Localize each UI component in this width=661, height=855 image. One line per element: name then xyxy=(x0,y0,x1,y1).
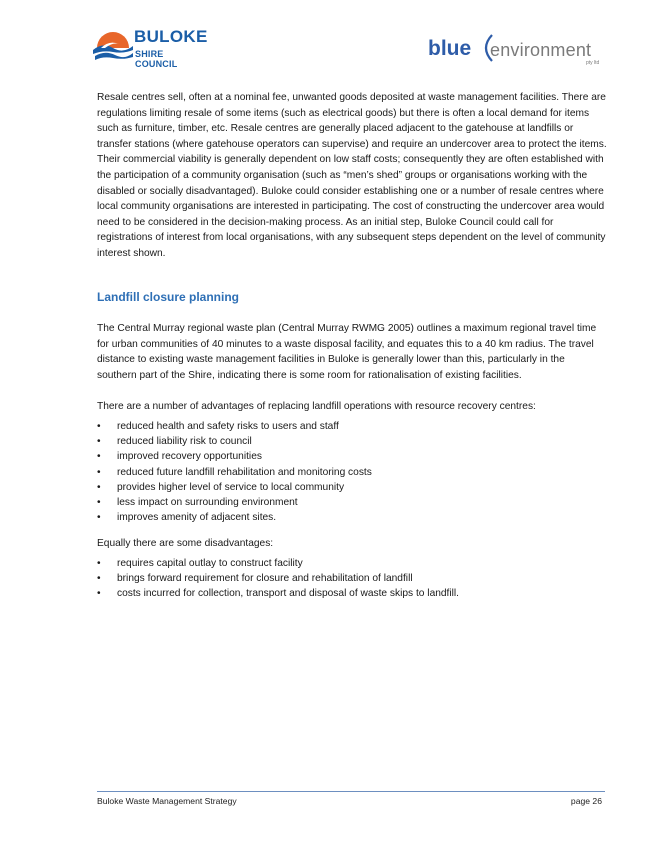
disadvantages-intro: Equally there are some disadvantages: xyxy=(97,538,274,550)
intro-section xyxy=(97,90,607,262)
list-item: • brings forward requirement for closure and rehabilitation of landfill xyxy=(97,571,607,586)
intro-paragraph: Resale centres sell, often at a nominal fee, unwanted goods deposited at waste management facilities. There are regulations limiting resale of some items (such as electrical goods) but there is often a local demand for items such as furniture, timber, etc. Resale centres are generally placed adjacent to the gatehouse at landfills or transfer stations (where gatehouse operators can supervise) and require an undercover area to protect the items. Their commercial viability is generally dependent on low staff costs; consequently they are often established with the participation of a community organisation (such as “men’s shed” groups or organisations working with the disabled or socially disadvantaged). Buloke could consider establishing one or a number of resale centres where local community organisations are interested in participating. The cost of constructing the undercover area would need to be considered in the decision-making process. As an initial step, Buloke Council could call for registrations of interest from local organisations, with any subsequent steps dependent on the level of community interest shown. xyxy=(97,92,607,259)
bullet-icon: • xyxy=(97,420,101,432)
buloke-logo-line2: SHIRE COUNCIL xyxy=(135,49,178,69)
list-item: • provides higher level of service to local community xyxy=(97,480,607,495)
buloke-sun-wave-icon xyxy=(93,26,133,60)
list-item: • less impact on surrounding environment xyxy=(97,495,607,510)
disadvantages-list xyxy=(97,556,607,602)
buloke-logo-line1: BULOKE xyxy=(134,27,208,46)
advantages-intro: There are a number of advantages of replacing landfill operations with resource recovery centres: xyxy=(97,401,536,413)
footer-document-title: Buloke Waste Management Strategy xyxy=(97,796,237,806)
blue-logo-word: blue xyxy=(428,37,472,60)
blue-environment-logo xyxy=(428,37,608,71)
list-item: • reduced future landfill rehabilitation and monitoring costs xyxy=(97,465,607,480)
section-heading: Landfill closure planning xyxy=(97,290,240,304)
list-item: • costs incurred for collection, transport and disposal of waste skips to landfill. xyxy=(97,586,607,601)
list-item: • improves amenity of adjacent sites. xyxy=(97,510,607,525)
buloke-logo xyxy=(93,22,208,72)
advantages-list xyxy=(97,419,607,525)
bullet-icon: • xyxy=(97,481,101,493)
list-item: • improved recovery opportunities xyxy=(97,449,607,464)
bullet-icon: • xyxy=(97,436,101,448)
bullet-icon: • xyxy=(97,512,101,524)
environment-logo-word: environment xyxy=(490,40,592,60)
list-item: • reduced health and safety risks to users and staff xyxy=(97,419,607,434)
bullet-icon: • xyxy=(97,466,101,478)
list-item: • requires capital outlay to construct facility xyxy=(97,556,607,571)
bullet-icon: • xyxy=(97,557,101,569)
bullet-icon: • xyxy=(97,496,101,508)
list-item: • reduced liability risk to council xyxy=(97,434,607,449)
bullet-icon: • xyxy=(97,588,101,600)
bullet-icon: • xyxy=(97,451,101,463)
bullet-icon: • xyxy=(97,573,101,585)
footer-page-number: page 26 xyxy=(570,796,602,806)
section-paragraph: The Central Murray regional waste plan (Central Murray RWMG 2005) outlines a maximum regional travel time for urban communities of 40 minutes to a waste disposal facility, and equates this to a 40 km radius. The travel distance to existing waste management facilities in Buloke is generally lower than this, particularly in the southern part of the Shire, indicating there is some room for rationalisation of existing facilities. xyxy=(97,323,597,381)
landfill-section xyxy=(97,321,607,602)
footer-divider xyxy=(97,791,605,792)
logo-suffix: pty ltd xyxy=(586,60,600,66)
